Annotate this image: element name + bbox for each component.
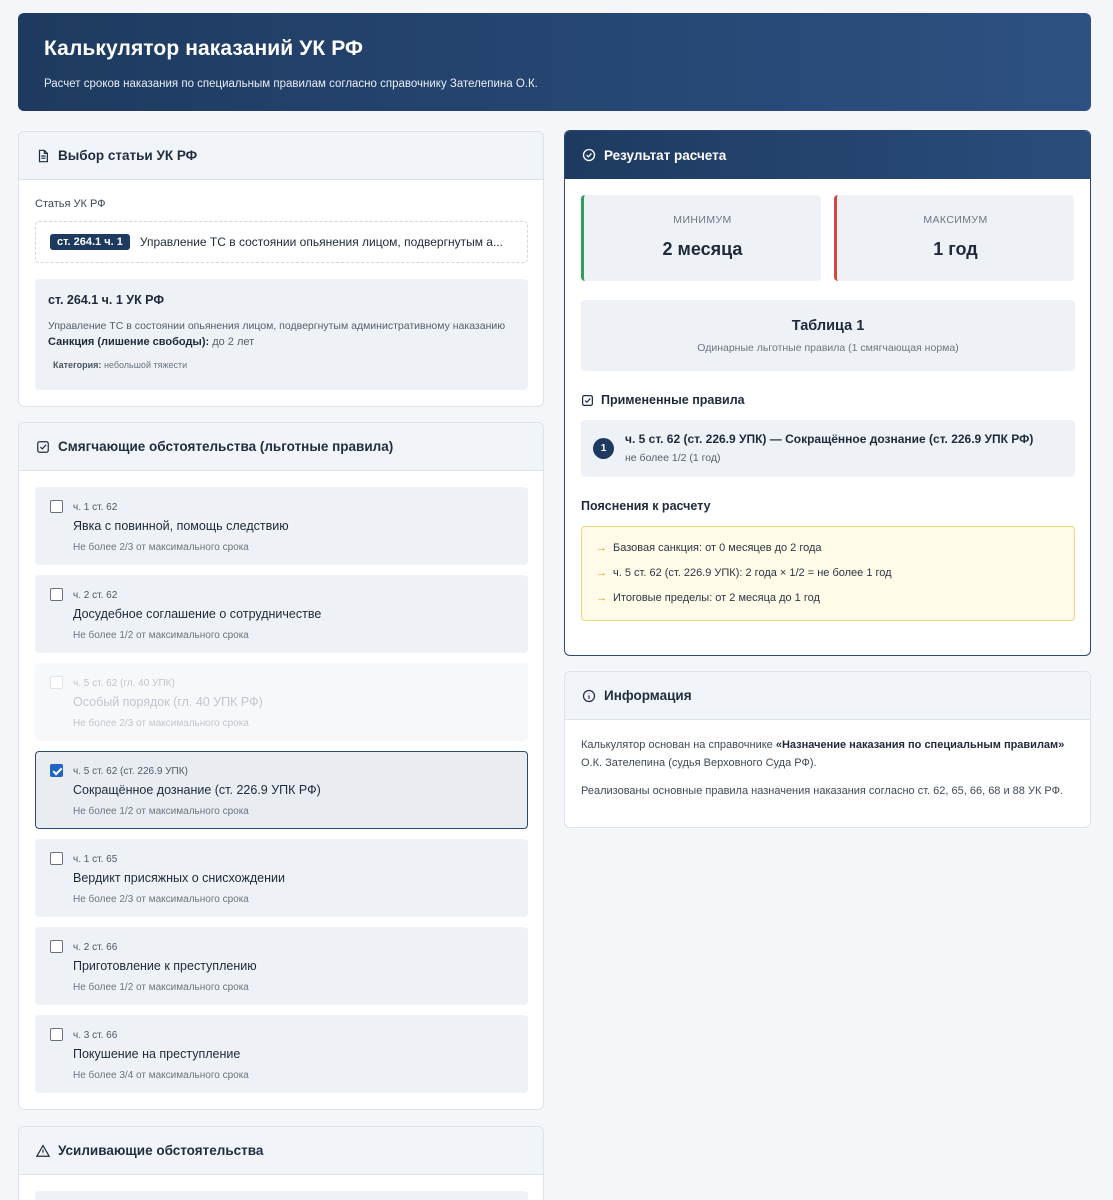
option-name: Вердикт присяжных о снисхождении	[73, 871, 285, 885]
article-select-text: Управление ТС в состоянии опьянения лицом, подвергнутым а...	[139, 235, 503, 249]
explanation-line	[596, 592, 1060, 617]
minimum-label: МИНИМУМ	[673, 214, 732, 226]
info-book-title: «Назначение наказания по специальным правилам»	[775, 739, 1065, 751]
article-select[interactable]	[35, 221, 528, 263]
mitigating-option-62-1[interactable]	[35, 487, 528, 565]
page-subtitle: Расчет сроков наказания по специальным правилам согласно справочнику Зателепина О.К.	[44, 78, 538, 90]
option-limit: Не более 1/2 от максимального срока	[73, 806, 249, 817]
rule-number-badge: 1	[593, 438, 614, 459]
mitigating-card-title: Смягчающие обстоятельства (льготные правила)	[58, 439, 394, 454]
article-info-title: ст. 264.1 ч. 1 УК РФ	[48, 293, 165, 307]
option-checkbox[interactable]	[50, 940, 63, 953]
minimum-value: 2 месяца	[662, 239, 743, 259]
explanation-line-text: ч. 5 ст. 62 (ст. 226.9 УПК): 2 года × 1/2 = не более 1 год	[613, 567, 892, 579]
result-card-header	[565, 131, 1090, 179]
explanation-line-text: Базовая санкция: от 0 месяцев до 2 года	[613, 542, 822, 554]
result-card	[564, 130, 1091, 656]
info-card-title: Информация	[604, 688, 692, 703]
sanction-label: Санкция (лишение свободы):	[48, 336, 210, 348]
result-card-title: Результат расчета	[604, 147, 727, 163]
option-name: Досудебное соглашение о сотрудничестве	[73, 607, 322, 621]
article-badge: ст. 264.1 ч. 1	[50, 234, 130, 250]
check-circle-icon	[582, 148, 596, 162]
option-ref: ч. 3 ст. 66	[73, 1030, 118, 1041]
option-limit: Не более 2/3 от максимального срока	[73, 718, 249, 729]
arrow-right-icon: →	[596, 542, 607, 554]
aggravating-card-header	[19, 1127, 543, 1175]
option-limit: Не более 3/4 от максимального срока	[73, 1070, 249, 1081]
mitigating-option-62-5-226-9[interactable]	[35, 751, 528, 829]
option-checkbox[interactable]	[50, 852, 63, 865]
explanation-line	[596, 542, 1060, 567]
applied-rules-heading	[581, 393, 745, 407]
option-name: Приготовление к преступлению	[73, 959, 257, 973]
category-value: небольшой тяжести	[101, 360, 188, 370]
maximum-box	[834, 195, 1074, 281]
explanation-box	[581, 526, 1075, 621]
mitigating-option-65-1[interactable]	[35, 839, 528, 917]
article-card-title: Выбор статьи УК РФ	[58, 148, 198, 163]
document-icon	[36, 149, 50, 163]
info-card-header	[565, 672, 1090, 720]
article-info-description: Управление ТС в состоянии опьянения лицом, подвергнутым административному наказанию	[48, 320, 506, 332]
warning-icon	[36, 1144, 50, 1158]
mitigating-option-66-3[interactable]	[35, 1015, 528, 1093]
checkbox-icon	[581, 394, 594, 407]
explanation-heading	[581, 499, 711, 513]
option-ref: ч. 5 ст. 62 (ст. 226.9 УПК)	[73, 766, 188, 777]
info-card	[564, 671, 1091, 828]
info-circle-icon	[582, 689, 596, 703]
option-ref: ч. 2 ст. 66	[73, 942, 118, 953]
maximum-value: 1 год	[933, 239, 978, 259]
table-box	[581, 300, 1075, 371]
option-limit: Не более 2/3 от максимального срока	[73, 542, 249, 553]
option-checkbox[interactable]	[50, 500, 63, 513]
arrow-right-icon: →	[596, 567, 607, 579]
article-info-box	[35, 279, 528, 390]
option-name: Покушение на преступление	[73, 1047, 241, 1061]
mitigating-option-62-2[interactable]	[35, 575, 528, 653]
option-checkbox[interactable]	[50, 588, 63, 601]
option-checkbox[interactable]	[50, 1028, 63, 1041]
option-name: Особый порядок (гл. 40 УПК РФ)	[73, 695, 263, 709]
option-ref: ч. 2 ст. 62	[73, 590, 118, 601]
applied-rule-item	[581, 420, 1075, 477]
mitigating-card	[18, 422, 544, 1110]
explanation-line	[596, 567, 1060, 592]
option-limit: Не более 1/2 от максимального срока	[73, 982, 249, 993]
app-header	[18, 13, 1091, 111]
option-ref: ч. 1 ст. 65	[73, 854, 118, 865]
table-title: Таблица 1	[791, 318, 865, 334]
category-label: Категория:	[53, 360, 102, 370]
mitigating-option-62-5-ch40	[35, 663, 528, 741]
option-checkbox-checked[interactable]	[50, 764, 63, 777]
aggravating-option[interactable]	[35, 1191, 528, 1200]
aggravating-card	[18, 1126, 544, 1200]
maximum-label: МАКСИМУМ	[923, 214, 988, 226]
option-checkbox	[50, 676, 63, 689]
checkbox-icon	[36, 440, 50, 454]
article-field-label: Статья УК РФ	[35, 198, 106, 210]
info-paragraph-1	[581, 736, 1071, 772]
mitigating-option-66-2[interactable]	[35, 927, 528, 1005]
article-card-header	[19, 132, 543, 180]
arrow-right-icon: →	[596, 592, 607, 604]
sanction-value: до 2 лет	[209, 336, 255, 348]
explanation-title: Пояснения к расчету	[581, 499, 711, 513]
option-limit: Не более 1/2 от максимального срока	[73, 630, 249, 641]
article-selection-card	[18, 131, 544, 407]
option-name: Сокращённое дознание (ст. 226.9 УПК РФ)	[73, 783, 321, 797]
rule-description: не более 1/2 (1 год)	[625, 452, 721, 464]
aggravating-card-title: Усиливающие обстоятельства	[58, 1143, 264, 1158]
explanation-line-text: Итоговые пределы: от 2 месяца до 1 год	[613, 592, 820, 604]
info-text: О.К. Зателепина (судья Верховного Суда РФ).	[581, 757, 817, 769]
info-paragraph-2: Реализованы основные правила назначения наказания согласно ст. 62, 65, 66, 68 и 88 УК РФ.	[581, 785, 1064, 797]
rule-title: ч. 5 ст. 62 (ст. 226.9 УПК) — Сокращённое дознание (ст. 226.9 УПК РФ)	[625, 432, 1034, 446]
info-text: Калькулятор основан на справочнике	[581, 739, 776, 751]
article-sanction	[48, 336, 515, 348]
article-category	[48, 360, 515, 370]
page-title: Калькулятор наказаний УК РФ	[44, 37, 364, 60]
option-ref: ч. 5 ст. 62 (гл. 40 УПК)	[73, 678, 175, 689]
option-ref: ч. 1 ст. 62	[73, 502, 118, 513]
option-limit: Не более 2/3 от максимального срока	[73, 894, 249, 905]
mitigating-card-header	[19, 423, 543, 471]
minimum-box	[581, 195, 821, 281]
option-name: Явка с повинной, помощь следствию	[73, 519, 289, 533]
table-description: Одинарные льготные правила (1 смягчающая норма)	[697, 342, 959, 354]
applied-rules-title: Примененные правила	[601, 393, 745, 407]
